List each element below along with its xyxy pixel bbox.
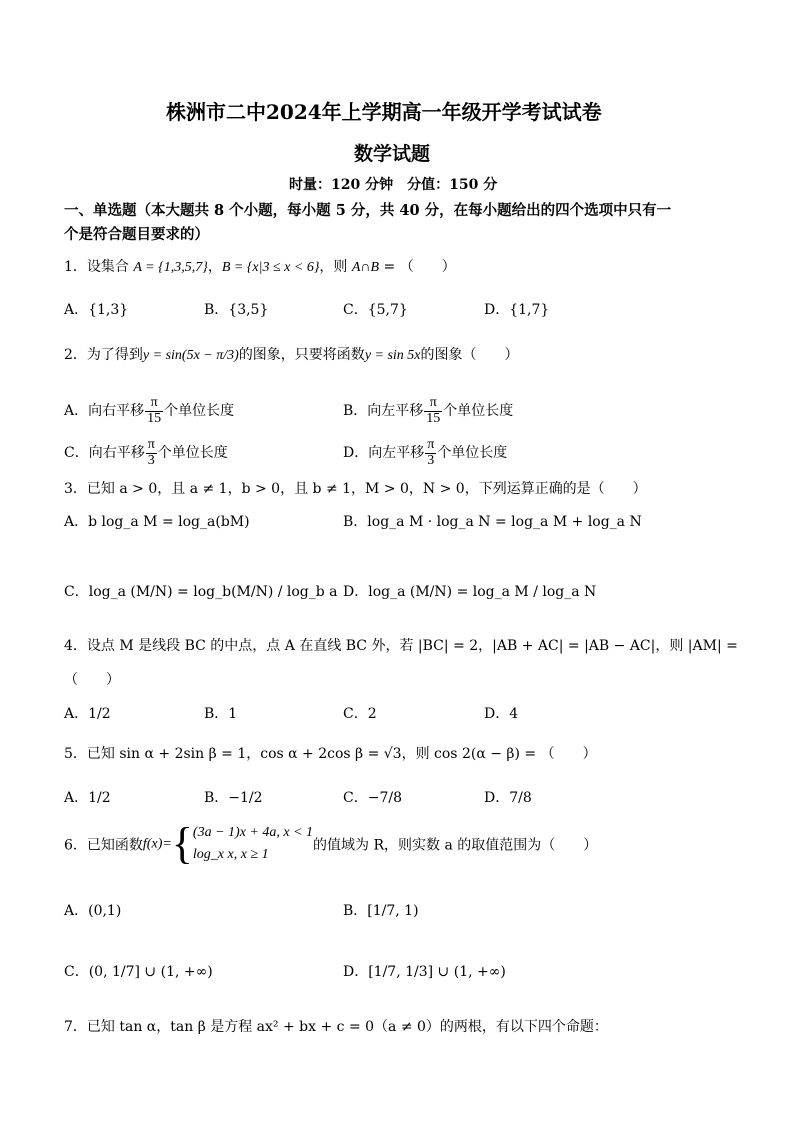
- q2-a-label: A．: [64, 403, 89, 420]
- q2-d-tail: 个单位长度: [437, 445, 508, 462]
- q4-option-d: D．4: [484, 706, 519, 722]
- q1-set-a: A = {1,3,5,7}: [133, 260, 208, 275]
- q6-brace: {: [171, 819, 193, 869]
- q2-option-d: [343, 438, 507, 468]
- section-heading-line2: 个是符合题目要求的）: [64, 226, 209, 243]
- q2-option-b: [343, 396, 513, 426]
- q2-c-num: π: [147, 437, 155, 452]
- q2-c-label: C．: [64, 445, 89, 462]
- q2-option-c: [64, 438, 228, 468]
- q6-case-1: (3a − 1)x + 4a, x < 1: [192, 825, 314, 840]
- q2-a-tail: 个单位长度: [164, 403, 235, 420]
- question-5: 5．已知 sin α + 2sin β = 1，cos α + 2cos β = √3，则 cos 2(α − β) = （ ）: [64, 746, 597, 762]
- q1-set-b: B = {x|3 ≤ x < 6}: [221, 260, 320, 275]
- q2-a-fraction: [145, 396, 163, 426]
- question-4-continuation: （ ）: [64, 672, 120, 688]
- q2-end: 的图象（ ）: [420, 347, 519, 363]
- exam-meta: 时量：120 分钟 分值：150 分: [289, 177, 498, 193]
- q3-option-d: D．log_a (M/N) = log_a M / log_a N: [343, 584, 597, 600]
- q3-option-c: C．log_a (M/N) = log_b(M/N) / log_b a: [64, 584, 338, 600]
- q2-c-text: 向右平移: [88, 445, 145, 462]
- q4-option-a: A．1/2: [64, 706, 111, 722]
- q2-d-num: π: [427, 437, 435, 452]
- question-1: [64, 256, 456, 276]
- q4-option-c: C．2: [343, 706, 377, 722]
- q2-c-tail: 个单位长度: [157, 445, 228, 462]
- q1-expr: A∩B: [351, 260, 380, 275]
- q2-target: y = sin(5x − π/3): [142, 348, 239, 363]
- q1-option-b: B．{3,5}: [204, 302, 269, 318]
- q2-option-a: [64, 396, 234, 426]
- q4-option-b: B．1: [204, 706, 238, 722]
- q2-prefix: 2．为了得到: [64, 347, 143, 363]
- q2-a-text: 向右平移: [88, 403, 145, 420]
- q2-a-den: 15: [147, 410, 162, 426]
- q1-then: ，则: [319, 259, 352, 275]
- q6-prefix: 6．已知函数: [64, 837, 143, 854]
- q2-b-fraction: [424, 396, 442, 426]
- q1-option-d: D．{1,7}: [484, 302, 550, 318]
- q5-option-d: D．7/8: [484, 790, 532, 806]
- q1-end: = （ ）: [379, 259, 456, 275]
- q5-option-b: B．−1/2: [204, 790, 263, 806]
- q1-option-c: C．{5,7}: [343, 302, 408, 318]
- q6-option-c: C．(0, 1/7] ∪ (1, +∞): [64, 964, 213, 980]
- q6-option-d: D．[1/7, 1/3] ∪ (1, +∞): [343, 964, 506, 980]
- section-heading-line1: 一、单选题（本大题共 8 个小题，每小题 5 分，共 40 分，在每小题给出的四个选项中只有一: [64, 202, 672, 219]
- q2-mid: 的图象，只要将函数: [238, 347, 365, 363]
- q2-a-num: π: [145, 396, 163, 412]
- question-4: 4．设点 M 是线段 BC 的中点，点 A 在直线 BC 外，若 |BC| = 2，|AB + AC| = |AB − AC|，则 |AM| =: [64, 638, 738, 654]
- q3-option-b: B．log_a M · log_a N = log_a M + log_a N: [343, 514, 642, 530]
- question-3: 3．已知 a > 0，且 a ≠ 1，b > 0，且 b ≠ 1，M > 0，N > 0，下列运算正确的是（ ）: [64, 481, 647, 497]
- q6-fx: f(x)=: [142, 836, 172, 852]
- q1-comma: ，: [207, 259, 222, 275]
- q3-option-a: A．b log_a M = log_a(bM): [64, 514, 250, 530]
- q1-option-a: A．{1,3}: [64, 302, 129, 318]
- q2-b-text: 向左平移: [367, 403, 424, 420]
- q5-option-c: C．−7/8: [343, 790, 402, 806]
- q1-prefix: 1．设集合: [64, 259, 134, 275]
- q2-b-label: B．: [343, 403, 368, 420]
- q6-option-a: A．(0,1): [64, 903, 122, 919]
- question-6: [64, 819, 598, 869]
- q2-c-den: 3: [147, 452, 155, 468]
- q5-option-a: A．1/2: [64, 790, 111, 806]
- q2-c-fraction: [146, 438, 157, 468]
- q2-b-tail: 个单位长度: [443, 403, 514, 420]
- q2-b-den: 15: [426, 410, 441, 426]
- q6-option-b: B．[1/7, 1): [343, 903, 419, 919]
- exam-title: 株洲市二中2024年上学期高一年级开学考试试卷: [166, 100, 602, 124]
- question-2: [64, 344, 519, 364]
- q2-d-label: D．: [343, 445, 369, 462]
- q6-case-2: log_x x, x ≥ 1: [192, 847, 269, 863]
- q2-d-fraction: [425, 438, 436, 468]
- q2-d-text: 向左平移: [368, 445, 425, 462]
- q6-suffix: 的值域为 R，则实数 a 的取值范围为（ ）: [313, 837, 598, 854]
- q6-cases: [193, 822, 313, 867]
- subject-title: 数学试题: [354, 143, 431, 165]
- q2-b-num: π: [424, 396, 442, 412]
- question-7: 7．已知 tan α，tan β 是方程 ax² + bx + c = 0（a ≠ 0）的两根，有以下四个命题：: [64, 1019, 608, 1035]
- q2-d-den: 3: [427, 452, 435, 468]
- q2-source: y = sin 5x: [364, 348, 421, 363]
